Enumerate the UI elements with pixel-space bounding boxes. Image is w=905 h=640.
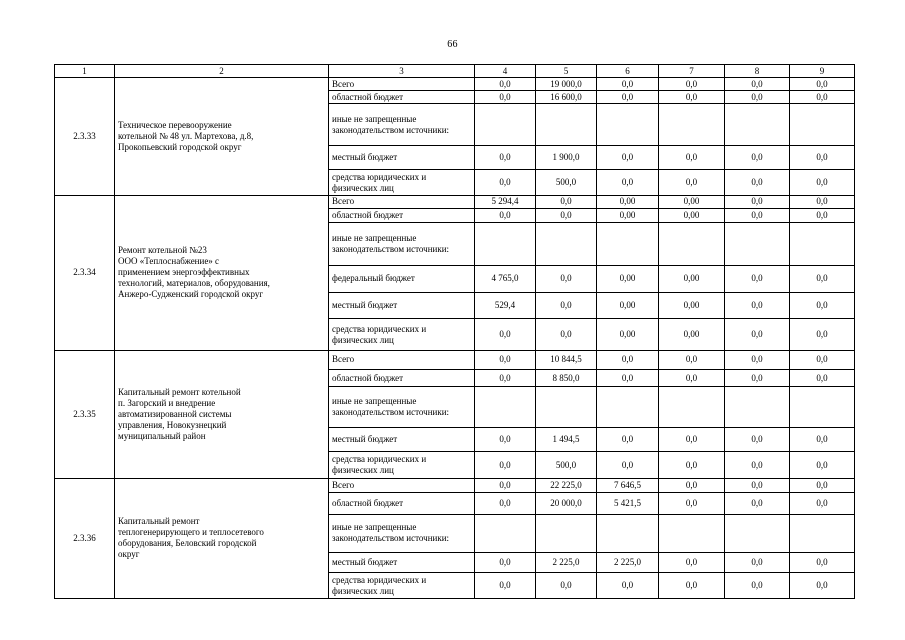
- amount-cell: 0,0: [536, 195, 597, 208]
- amount-cell: 7 646,5: [597, 478, 659, 492]
- item-name-cell: [115, 478, 329, 598]
- item-code-cell: 2.3.35: [55, 351, 115, 479]
- amount-cell: [725, 104, 790, 146]
- amount-cell: 0,0: [597, 428, 659, 452]
- amount-cell: 500,0: [536, 170, 597, 195]
- amount-cell: [475, 104, 536, 146]
- amount-cell: 0,0: [536, 292, 597, 318]
- amount-cell: 0,0: [659, 351, 725, 370]
- column-header: 9: [790, 65, 855, 78]
- amount-cell: 0,0: [790, 292, 855, 318]
- amount-cell: 0,00: [597, 319, 659, 351]
- amount-cell: 0,00: [659, 319, 725, 351]
- table-body: [55, 78, 855, 599]
- column-header: 8: [725, 65, 790, 78]
- amount-cell: [536, 515, 597, 552]
- amount-cell: 0,0: [725, 493, 790, 515]
- amount-cell: 0,0: [536, 209, 597, 223]
- column-header: 4: [475, 65, 536, 78]
- item-name-cell: [115, 195, 329, 350]
- funding-source-cell: Всего: [329, 478, 475, 492]
- amount-cell: 0,0: [790, 170, 855, 195]
- amount-cell: 0,00: [659, 292, 725, 318]
- amount-cell: 0,0: [536, 266, 597, 292]
- amount-cell: 0,0: [536, 573, 597, 599]
- amount-cell: [597, 515, 659, 552]
- item-name-cell: [115, 78, 329, 196]
- amount-cell: [475, 387, 536, 428]
- amount-cell: [790, 387, 855, 428]
- column-header: 2: [115, 65, 329, 78]
- funding-source-cell: средства юридических и физических лиц: [329, 170, 475, 195]
- amount-cell: 0,0: [597, 146, 659, 170]
- column-header: 1: [55, 65, 115, 78]
- funding-source-cell: федеральный бюджет: [329, 266, 475, 292]
- amount-cell: 500,0: [536, 452, 597, 478]
- amount-cell: 0,0: [475, 209, 536, 223]
- funding-source-cell: иные не запрещенные законодательством источники:: [329, 387, 475, 428]
- amount-cell: 20 000,0: [536, 493, 597, 515]
- amount-cell: 2 225,0: [536, 552, 597, 573]
- amount-cell: 0,0: [725, 195, 790, 208]
- amount-cell: 0,0: [790, 91, 855, 104]
- amount-cell: 0,0: [475, 478, 536, 492]
- table-row: [55, 351, 855, 370]
- amount-cell: 0,0: [475, 170, 536, 195]
- amount-cell: 0,0: [475, 428, 536, 452]
- funding-source-cell: областной бюджет: [329, 91, 475, 104]
- column-header: 3: [329, 65, 475, 78]
- item-name-text: Капитальный ремонт котельной п. Загорский и внедрение автоматизированной системы управления, Новокузнецкий муниципальный район: [118, 386, 241, 441]
- amount-cell: 0,0: [725, 452, 790, 478]
- amount-cell: 0,0: [597, 78, 659, 91]
- amount-cell: 0,0: [659, 91, 725, 104]
- amount-cell: 0,0: [659, 452, 725, 478]
- amount-cell: [659, 223, 725, 266]
- amount-cell: [597, 104, 659, 146]
- amount-cell: 0,0: [536, 319, 597, 351]
- amount-cell: 0,0: [725, 428, 790, 452]
- amount-cell: [536, 223, 597, 266]
- amount-cell: 1 494,5: [536, 428, 597, 452]
- amount-cell: 0,0: [597, 170, 659, 195]
- amount-cell: [536, 104, 597, 146]
- amount-cell: 0,0: [725, 351, 790, 370]
- amount-cell: 0,0: [475, 78, 536, 91]
- amount-cell: 0,0: [475, 573, 536, 599]
- amount-cell: 22 225,0: [536, 478, 597, 492]
- funding-source-cell: местный бюджет: [329, 292, 475, 318]
- amount-cell: 2 225,0: [597, 552, 659, 573]
- amount-cell: 5 421,5: [597, 493, 659, 515]
- amount-cell: 0,0: [790, 452, 855, 478]
- amount-cell: 16 600,0: [536, 91, 597, 104]
- amount-cell: [659, 515, 725, 552]
- amount-cell: 0,0: [725, 319, 790, 351]
- amount-cell: 0,0: [725, 146, 790, 170]
- amount-cell: 0,0: [790, 78, 855, 91]
- amount-cell: [790, 104, 855, 146]
- column-header: 7: [659, 65, 725, 78]
- amount-cell: 0,00: [597, 292, 659, 318]
- amount-cell: 0,00: [597, 266, 659, 292]
- amount-cell: 0,0: [725, 209, 790, 223]
- amount-cell: 0,0: [597, 351, 659, 370]
- funding-source-cell: местный бюджет: [329, 428, 475, 452]
- column-header: 5: [536, 65, 597, 78]
- amount-cell: [725, 387, 790, 428]
- amount-cell: 0,0: [597, 91, 659, 104]
- amount-cell: 8 850,0: [536, 369, 597, 387]
- funding-source-cell: иные не запрещенные законодательством источники:: [329, 515, 475, 552]
- amount-cell: 19 000,0: [536, 78, 597, 91]
- amount-cell: 0,00: [597, 209, 659, 223]
- amount-cell: 0,0: [790, 319, 855, 351]
- funding-source-cell: местный бюджет: [329, 552, 475, 573]
- amount-cell: 0,0: [790, 493, 855, 515]
- amount-cell: 0,0: [659, 573, 725, 599]
- amount-cell: 0,0: [659, 146, 725, 170]
- amount-cell: 0,0: [725, 552, 790, 573]
- amount-cell: 0,0: [725, 573, 790, 599]
- funding-source-cell: средства юридических и физических лиц: [329, 573, 475, 599]
- amount-cell: 0,0: [659, 478, 725, 492]
- item-code-cell: 2.3.34: [55, 195, 115, 350]
- amount-cell: 0,0: [475, 369, 536, 387]
- amount-cell: 0,0: [790, 428, 855, 452]
- amount-cell: 0,0: [659, 170, 725, 195]
- amount-cell: 0,0: [475, 91, 536, 104]
- amount-cell: [475, 223, 536, 266]
- amount-cell: 0,0: [659, 552, 725, 573]
- amount-cell: 0,0: [725, 170, 790, 195]
- item-name-text: Капитальный ремонт теплогенерирующего и теплосетевого оборудования, Беловский городской округ: [118, 516, 264, 560]
- page-number: 66: [447, 39, 458, 50]
- amount-cell: [475, 515, 536, 552]
- program-budget-table: [54, 64, 855, 599]
- amount-cell: 0,0: [597, 452, 659, 478]
- amount-cell: 0,0: [659, 369, 725, 387]
- funding-source-cell: местный бюджет: [329, 146, 475, 170]
- funding-source-cell: средства юридических и физических лиц: [329, 452, 475, 478]
- funding-source-cell: иные не запрещенные законодательством источники:: [329, 223, 475, 266]
- amount-cell: 0,0: [725, 478, 790, 492]
- amount-cell: 0,00: [659, 195, 725, 208]
- amount-cell: 529,4: [475, 292, 536, 318]
- amount-cell: [790, 515, 855, 552]
- amount-cell: [790, 223, 855, 266]
- amount-cell: 0,0: [659, 78, 725, 91]
- funding-source-cell: средства юридических и физических лиц: [329, 319, 475, 351]
- amount-cell: 0,0: [475, 319, 536, 351]
- table-row: [55, 195, 855, 208]
- amount-cell: 0,0: [475, 552, 536, 573]
- amount-cell: 0,0: [790, 195, 855, 208]
- amount-cell: [536, 387, 597, 428]
- amount-cell: 0,0: [790, 146, 855, 170]
- amount-cell: 4 765,0: [475, 266, 536, 292]
- amount-cell: [725, 515, 790, 552]
- table-row: [55, 478, 855, 492]
- amount-cell: 0,0: [597, 573, 659, 599]
- amount-cell: 0,0: [725, 78, 790, 91]
- amount-cell: 0,0: [475, 351, 536, 370]
- amount-cell: 0,0: [475, 493, 536, 515]
- amount-cell: [659, 387, 725, 428]
- amount-cell: [725, 223, 790, 266]
- amount-cell: 0,0: [659, 493, 725, 515]
- amount-cell: 10 844,5: [536, 351, 597, 370]
- amount-cell: 0,0: [725, 91, 790, 104]
- amount-cell: 0,0: [790, 351, 855, 370]
- funding-source-cell: Всего: [329, 195, 475, 208]
- amount-cell: [659, 104, 725, 146]
- item-code-cell: 2.3.36: [55, 478, 115, 598]
- item-name-cell: [115, 351, 329, 479]
- amount-cell: [597, 223, 659, 266]
- column-header: 6: [597, 65, 659, 78]
- item-name-text: Ремонт котельной №23 ООО «Теплоснабжение» с применением энергоэффективных технологий, материалов, оборудования, Анжеро-Судженский городской округ: [118, 245, 270, 300]
- amount-cell: 0,0: [790, 478, 855, 492]
- item-code-cell: 2.3.33: [55, 78, 115, 196]
- table-row: [55, 78, 855, 91]
- funding-source-cell: иные не запрещенные законодательством источники:: [329, 104, 475, 146]
- amount-cell: 0,0: [790, 209, 855, 223]
- amount-cell: 0,0: [475, 146, 536, 170]
- amount-cell: 1 900,0: [536, 146, 597, 170]
- amount-cell: 0,00: [597, 195, 659, 208]
- amount-cell: 0,0: [475, 452, 536, 478]
- amount-cell: 0,0: [725, 292, 790, 318]
- amount-cell: 0,0: [790, 266, 855, 292]
- amount-cell: [597, 387, 659, 428]
- item-name-text: Техническое перевооружение котельной № 48 ул. Мартехова, д.8, Прокопьевский городской округ: [118, 119, 254, 152]
- funding-source-cell: областной бюджет: [329, 369, 475, 387]
- amount-cell: 0,0: [659, 428, 725, 452]
- amount-cell: 0,0: [790, 573, 855, 599]
- amount-cell: 0,0: [790, 552, 855, 573]
- amount-cell: 0,00: [659, 209, 725, 223]
- amount-cell: 0,0: [597, 369, 659, 387]
- amount-cell: 0,00: [659, 266, 725, 292]
- amount-cell: 0,0: [725, 266, 790, 292]
- amount-cell: 0,0: [790, 369, 855, 387]
- funding-source-cell: областной бюджет: [329, 493, 475, 515]
- amount-cell: 5 294,4: [475, 195, 536, 208]
- column-header-row: [55, 65, 855, 78]
- funding-source-cell: Всего: [329, 351, 475, 370]
- funding-source-cell: Всего: [329, 78, 475, 91]
- funding-source-cell: областной бюджет: [329, 209, 475, 223]
- amount-cell: 0,0: [725, 369, 790, 387]
